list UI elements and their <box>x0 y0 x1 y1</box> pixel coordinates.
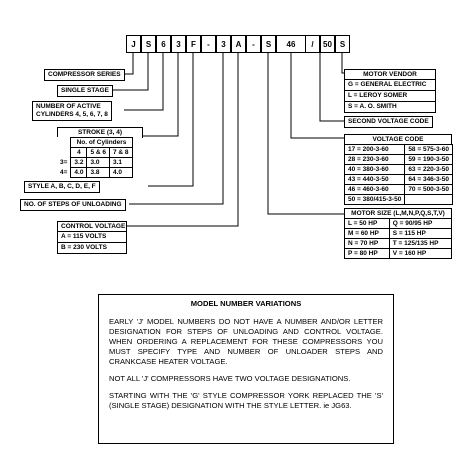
voltage-code-cell: 50 = 380/415-3-50 <box>345 195 405 205</box>
motor-vendor-header: MOTOR VENDOR <box>344 69 436 81</box>
stroke-cell: 3.0 <box>87 158 110 168</box>
stroke-row-label: 3= <box>60 159 68 166</box>
single-stage-label: SINGLE STAGE <box>57 85 113 97</box>
voltage-code-cell: 46 = 460-3-60 <box>345 185 405 195</box>
voltage-code-cell: 59 = 190-3-50 <box>405 155 453 165</box>
stroke-table <box>57 137 133 178</box>
stroke-col-header: 4 <box>71 148 87 158</box>
motor-vendor-item: G = GENERAL ELECTRIC <box>348 81 427 88</box>
voltage-code-cell: 28 = 230-3-60 <box>345 155 405 165</box>
note-paragraph-1: EARLY 'J' MODEL NUMBERS DO NOT HAVE A NUMBER AND/OR LETTER DESIGNATION FOR STEPS OF UNLOADING AND CONTROL VOLTAGE. WHEN ORDERING A REPLACEMENT FOR THESE COMPRESSORS YOU MUST SPECIFY TYPE AND NUMBER OF UNLOADER STEPS AND CRANKCASE HEATER VOLTAGE. <box>109 317 383 366</box>
note-paragraph-3: STARTING WITH THE 'G' STYLE COMPRESSOR YORK REPLACED THE 'S' (SINGLE STAGE) DESIGNATION WITH THE STYLE LETTER. ie JG63. <box>109 391 383 410</box>
motor-size-cell: S = 115 HP <box>389 229 451 239</box>
active-cylinders-label <box>32 101 112 121</box>
stroke-col-header: 7 & 8 <box>110 148 133 158</box>
code-cell-control-voltage: A <box>231 35 246 53</box>
style-label: STYLE A, B, C, D, E, F <box>24 181 100 193</box>
motor-size-cell: M = 60 HP <box>345 229 390 239</box>
stroke-cell: 3.1 <box>110 158 133 168</box>
motor-vendor-item: L = LEROY SOMER <box>345 90 435 101</box>
second-voltage-label: SECOND VOLTAGE CODE <box>344 116 433 128</box>
code-cell-stage: S <box>141 35 156 53</box>
code-cell-motor-size: S <box>261 35 276 53</box>
motor-size-cell: V = 160 HP <box>389 249 451 259</box>
stroke-cell: 3.2 <box>71 158 87 168</box>
code-cell-series: J <box>126 35 141 53</box>
active-cylinders-line-1: NUMBER OF ACTIVE <box>36 103 101 110</box>
stroke-cell: 4.0 <box>110 168 133 178</box>
motor-vendor-item: S = A. O. SMITH <box>345 101 435 112</box>
stroke-col-header: 5 & 6 <box>87 148 110 158</box>
motor-vendor-list <box>344 79 436 113</box>
note-paragraph-2: NOT ALL 'J' COMPRESSORS HAVE TWO VOLTAGE DESIGNATIONS. <box>109 374 351 383</box>
code-cell-unloading: 3 <box>216 35 231 53</box>
control-voltage-header: CONTROL VOLTAGE <box>57 221 127 232</box>
unloading-label: NO. OF STEPS OF UNLOADING <box>20 199 126 211</box>
voltage-code-cell: 43 = 440-3-50 <box>345 175 405 185</box>
code-cell-dash-2: - <box>246 35 261 53</box>
compressor-series-label: COMPRESSOR SERIES <box>44 69 125 81</box>
motor-size-table <box>344 218 452 259</box>
note-title: MODEL NUMBER VARIATIONS <box>190 299 302 308</box>
code-cell-slash: / <box>305 35 320 53</box>
motor-size-cell: T = 125/135 HP <box>389 239 451 249</box>
stroke-row-label: 4= <box>60 169 68 176</box>
code-cell-voltage-code: 46 <box>276 35 306 53</box>
code-cell-cylinders: 6 <box>156 35 171 53</box>
voltage-code-cell: 40 = 380-3-60 <box>345 165 405 175</box>
code-cell-second-voltage: 50 <box>320 35 335 53</box>
stroke-caption: No. of Cylinders <box>71 138 132 148</box>
voltage-code-cell: 63 = 220-3-50 <box>405 165 453 175</box>
code-cell-stroke: 3 <box>171 35 186 53</box>
voltage-code-cell: 70 = 500-3-50 <box>405 185 453 195</box>
motor-size-cell: L = 50 HP <box>345 219 390 229</box>
stroke-cell: 3.8 <box>87 168 110 178</box>
code-cell-dash-1: - <box>201 35 216 53</box>
stroke-header: STROKE (3, 4) <box>57 127 143 138</box>
stroke-corner-cell <box>57 138 71 148</box>
control-voltage-item: A = 115 VOLTS <box>61 233 107 240</box>
code-cell-motor-vendor: S <box>335 35 350 53</box>
voltage-code-cell: 58 = 575-3-60 <box>405 145 453 155</box>
motor-size-cell: Q = 90/95 HP <box>389 219 451 229</box>
stroke-cell: 4.0 <box>71 168 87 178</box>
control-voltage-list <box>57 231 127 254</box>
voltage-code-table <box>344 144 453 205</box>
motor-size-header: MOTOR SIZE (L,M,N,P,Q,S,T,V) <box>344 208 452 219</box>
motor-size-cell: P = 80 HP <box>345 249 390 259</box>
voltage-code-cell: 17 = 200-3-60 <box>345 145 405 155</box>
stroke-blank-cell <box>57 148 71 158</box>
motor-size-cell: N = 70 HP <box>345 239 390 249</box>
control-voltage-item: B = 230 VOLTS <box>58 242 126 253</box>
voltage-code-cell: 64 = 346-3-50 <box>405 175 453 185</box>
voltage-code-cell <box>405 195 453 205</box>
code-cell-style: F <box>186 35 201 53</box>
active-cylinders-line-2: CYLINDERS 4, 5, 6, 7, 8 <box>36 111 108 118</box>
model-number-variations-note <box>98 294 394 444</box>
voltage-code-header: VOLTAGE CODE <box>344 134 452 145</box>
